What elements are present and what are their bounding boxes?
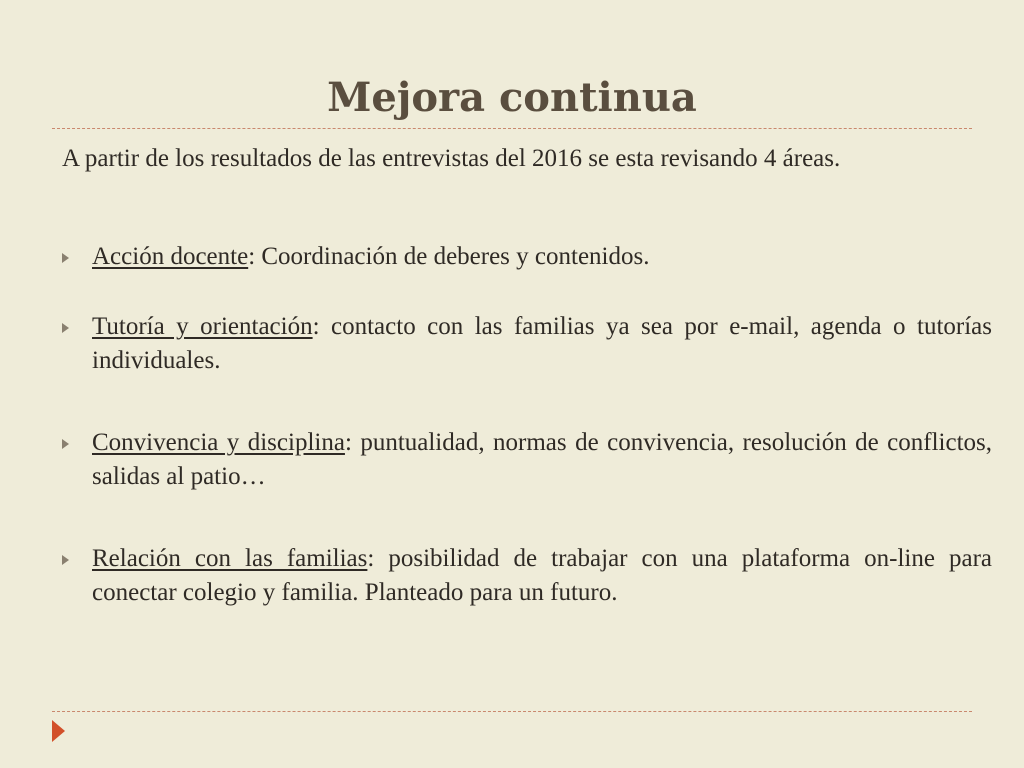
bullet-text: : contacto con las familias ya sea por e-mail, agenda o tutorías individuales. — [92, 313, 992, 374]
bullet-text: : posibilidad de trabajar con una plataforma on-line para conectar colegio y familia. Planteado para un futuro. — [92, 545, 993, 606]
bullet-term: Acción docente — [92, 243, 249, 270]
bottom-divider — [52, 711, 972, 712]
top-divider — [52, 128, 972, 129]
triangle-right-icon — [62, 555, 69, 565]
bullet-term: Tutoría y orientación — [92, 313, 313, 340]
triangle-right-icon — [62, 439, 69, 449]
bullet-text: : Coordinación de deberes y contenidos. — [248, 243, 650, 270]
slide-title: Mejora continua — [327, 74, 697, 121]
bullet-term: Relación con las familias — [92, 545, 368, 572]
bullet-term: Convivencia y disciplina — [92, 429, 345, 456]
play-icon — [52, 720, 65, 742]
triangle-right-icon — [62, 253, 69, 263]
bullet-item — [62, 240, 992, 274]
bullet-item — [62, 542, 992, 610]
intro-paragraph: A partir de los resultados de las entrevistas del 2016 se esta revisando 4 áreas. — [62, 145, 841, 172]
bullet-item — [62, 310, 992, 378]
bullet-text: : puntualidad, normas de convivencia, resolución de conflictos, salidas al patio… — [92, 429, 993, 490]
bullet-item — [62, 426, 992, 494]
triangle-right-icon — [62, 323, 69, 333]
